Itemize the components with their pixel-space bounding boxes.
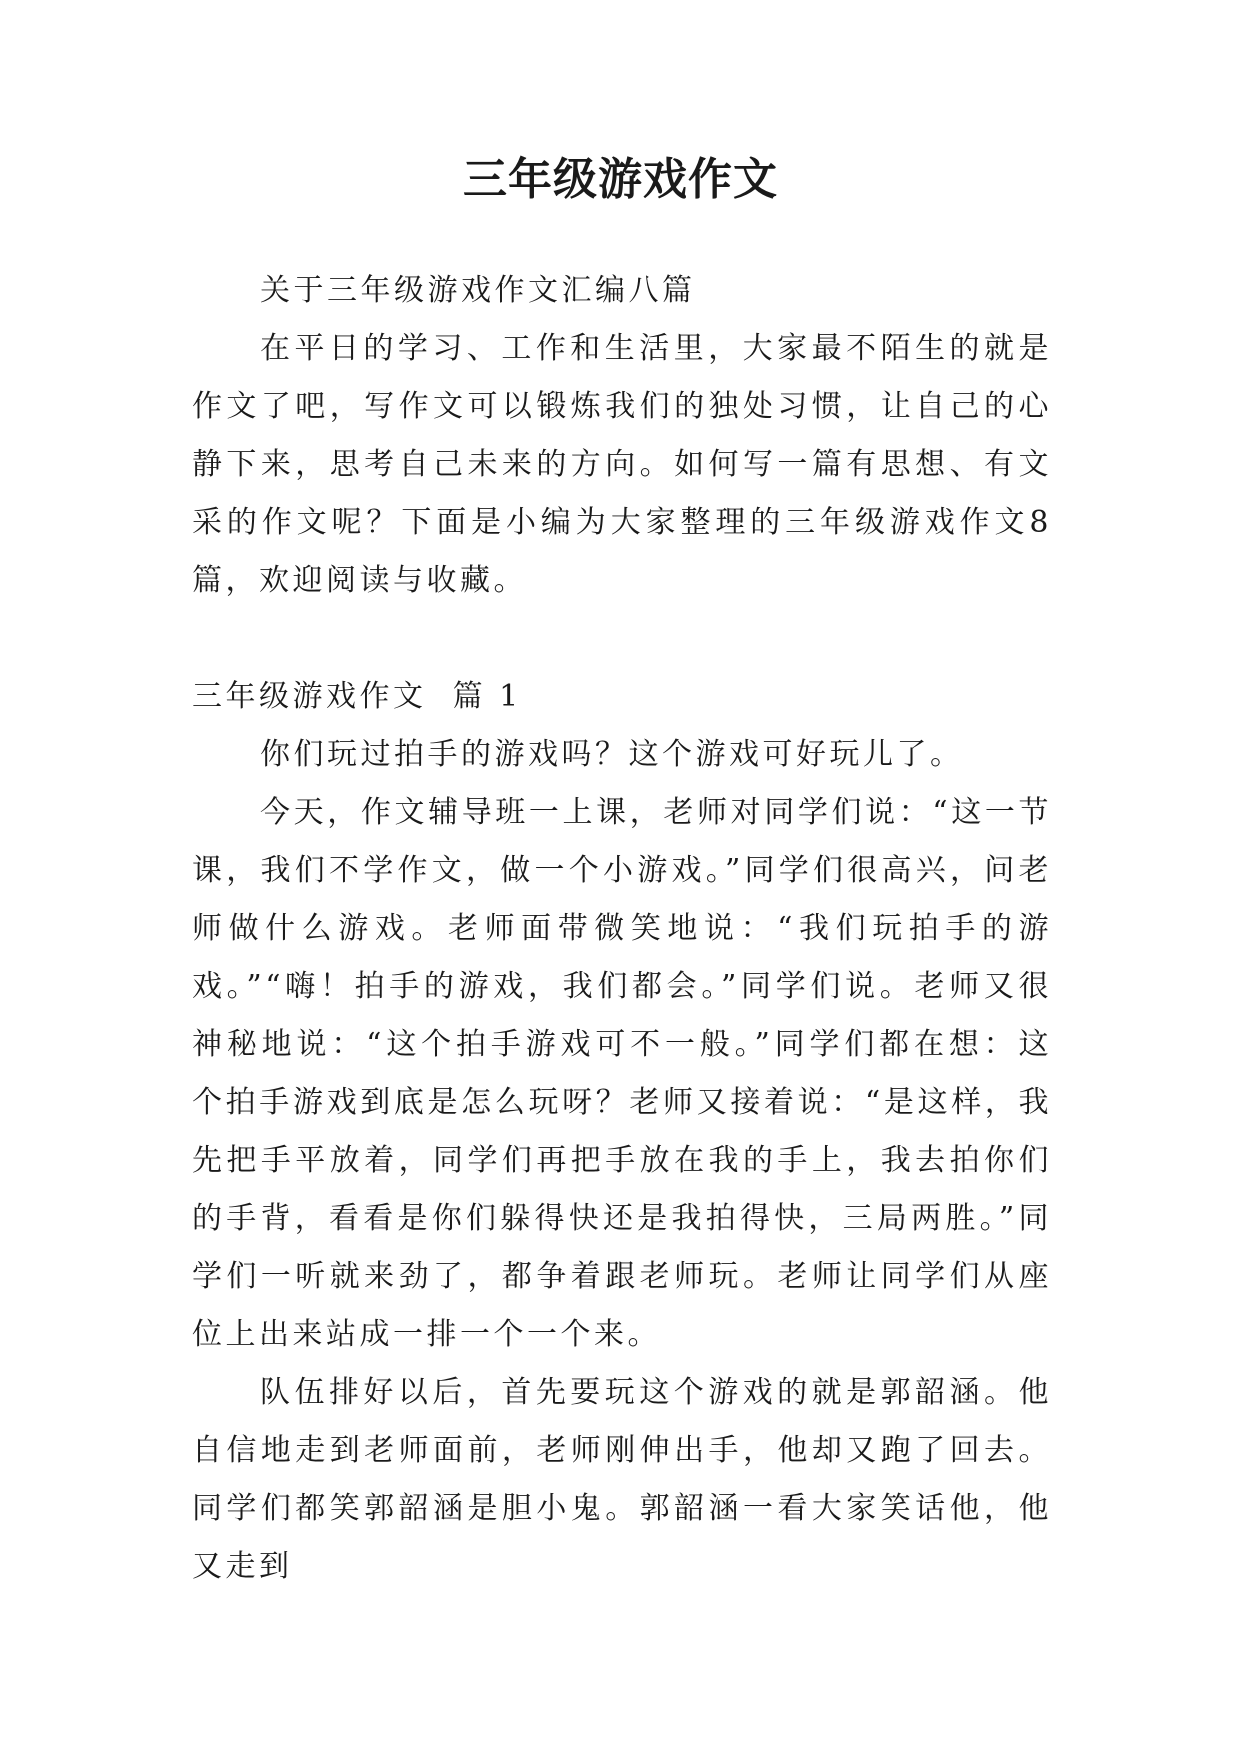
document-title: 三年级游戏作文 — [463, 154, 778, 205]
body-paragraph: 队伍排好以后，首先要玩这个游戏的就是郭韶涵。他自信地走到老师面前，老师刚伸出手，他却又跑了回去。同学们都笑郭韶涵是胆小鬼。郭韶涵一看大家笑话他，他又走到 — [192, 1375, 1052, 1584]
intro-heading: 关于三年级游戏作文汇编八篇 — [260, 273, 696, 308]
document-body — [192, 262, 1052, 1596]
section-gap — [192, 610, 1052, 668]
body-paragraph: 今天，作文辅导班一上课，老师对同学们说：“这一节课，我们不学作文，做一个小游戏。”同学们很高兴，问老师做什么游戏。老师面带微笑地说：“我们玩拍手的游戏。”“嗨！拍手的游戏，我们都会。”同学们说。老师又很神秘地说：“这个拍手游戏可不一般。”同学们都在想：这个拍手游戏到底是怎么玩呀？老师又接着说：“是这样，我先把手平放着，同学们再把手放在我的手上，我去拍你们的手背，看看是你们躲得快还是我拍得快，三局两胜。”同学们一听就来劲了，都争着跟老师玩。老师让同学们从座位上出来站成一排一个一个来。 — [192, 795, 1052, 1352]
intro-paragraph: 在平日的学习、工作和生活里，大家最不陌生的就是作文了吧，写作文可以锻炼我们的独处习惯，让自己的心静下来，思考自己未来的方向。如何写一篇有思想、有文采的作文呢？下面是小编为大家整理的三年级游戏作文8篇，欢迎阅读与收藏。 — [192, 331, 1052, 598]
section-heading: 三年级游戏作文 篇 1 — [192, 679, 522, 714]
body-paragraph: 你们玩过拍手的游戏吗？这个游戏可好玩儿了。 — [260, 737, 964, 772]
